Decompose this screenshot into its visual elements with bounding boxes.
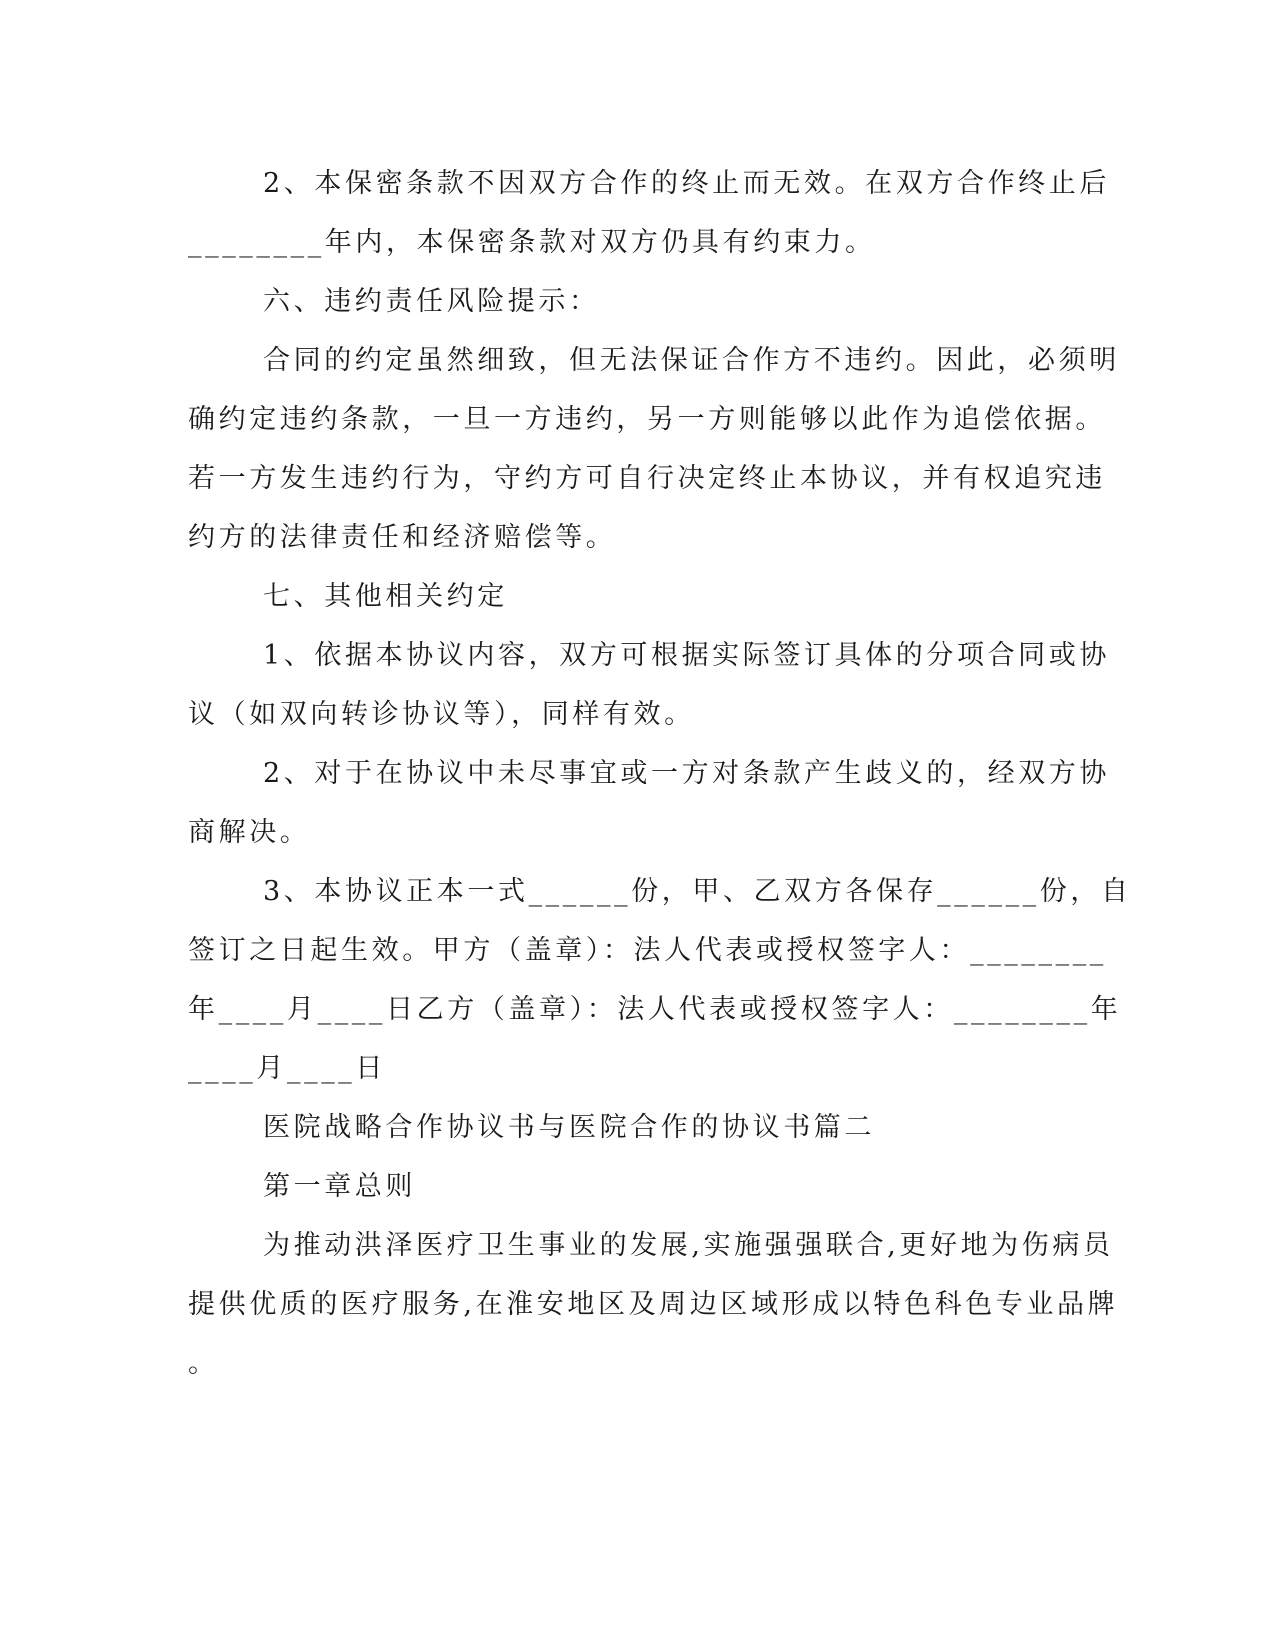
paragraph-line: 2、对于在协议中未尽事宜或一方对条款产生歧义的，经双方协 <box>263 758 1110 789</box>
paragraph-line: 议（如双向转诊协议等），同样有效。 <box>188 699 695 730</box>
paragraph-line: 商解决。 <box>188 817 311 848</box>
paragraph-line: 。 <box>188 1348 219 1379</box>
section-heading: 六、违约责任风险提示： <box>263 286 600 317</box>
section-heading: 七、其他相关约定 <box>263 581 508 612</box>
paragraph-line: 3、本协议正本一式______份，甲、乙双方各保存______份，自 <box>263 876 1132 907</box>
paragraph-line: ________年内，本保密条款对双方仍具有约束力。 <box>188 227 876 258</box>
paragraph-line: 确约定违约条款，一旦一方违约，另一方则能够以此作为追偿依据。 <box>188 404 1106 435</box>
chapter-heading: 第一章总则 <box>263 1171 416 1202</box>
paragraph-line: ____月____日 <box>188 1053 386 1084</box>
paragraph-line: 提供优质的医疗服务,在淮安地区及周边区域形成以特色科色专业品牌 <box>188 1289 1119 1320</box>
paragraph-line: 1、依据本协议内容，双方可根据实际签订具体的分项合同或协 <box>263 640 1110 671</box>
paragraph-line: 签订之日起生效。甲方（盖章）：法人代表或授权签字人：________ <box>188 935 1107 966</box>
paragraph-line: 年____月____日乙方（盖章）：法人代表或授权签字人：________年 <box>188 994 1122 1025</box>
document-title: 医院战略合作协议书与医院合作的协议书篇二 <box>263 1112 875 1143</box>
paragraph-line: 为推动洪泽医疗卫生事业的发展,实施强强联合,更好地为伤病员 <box>263 1230 1114 1261</box>
paragraph-line: 2、本保密条款不因双方合作的终止而无效。在双方合作终止后 <box>263 168 1110 199</box>
paragraph-line: 约方的法律责任和经济赔偿等。 <box>188 522 617 553</box>
paragraph-line: 若一方发生违约行为，守约方可自行决定终止本协议，并有权追究违 <box>188 463 1106 494</box>
paragraph-line: 合同的约定虽然细致，但无法保证合作方不违约。因此，必须明 <box>263 345 1120 376</box>
